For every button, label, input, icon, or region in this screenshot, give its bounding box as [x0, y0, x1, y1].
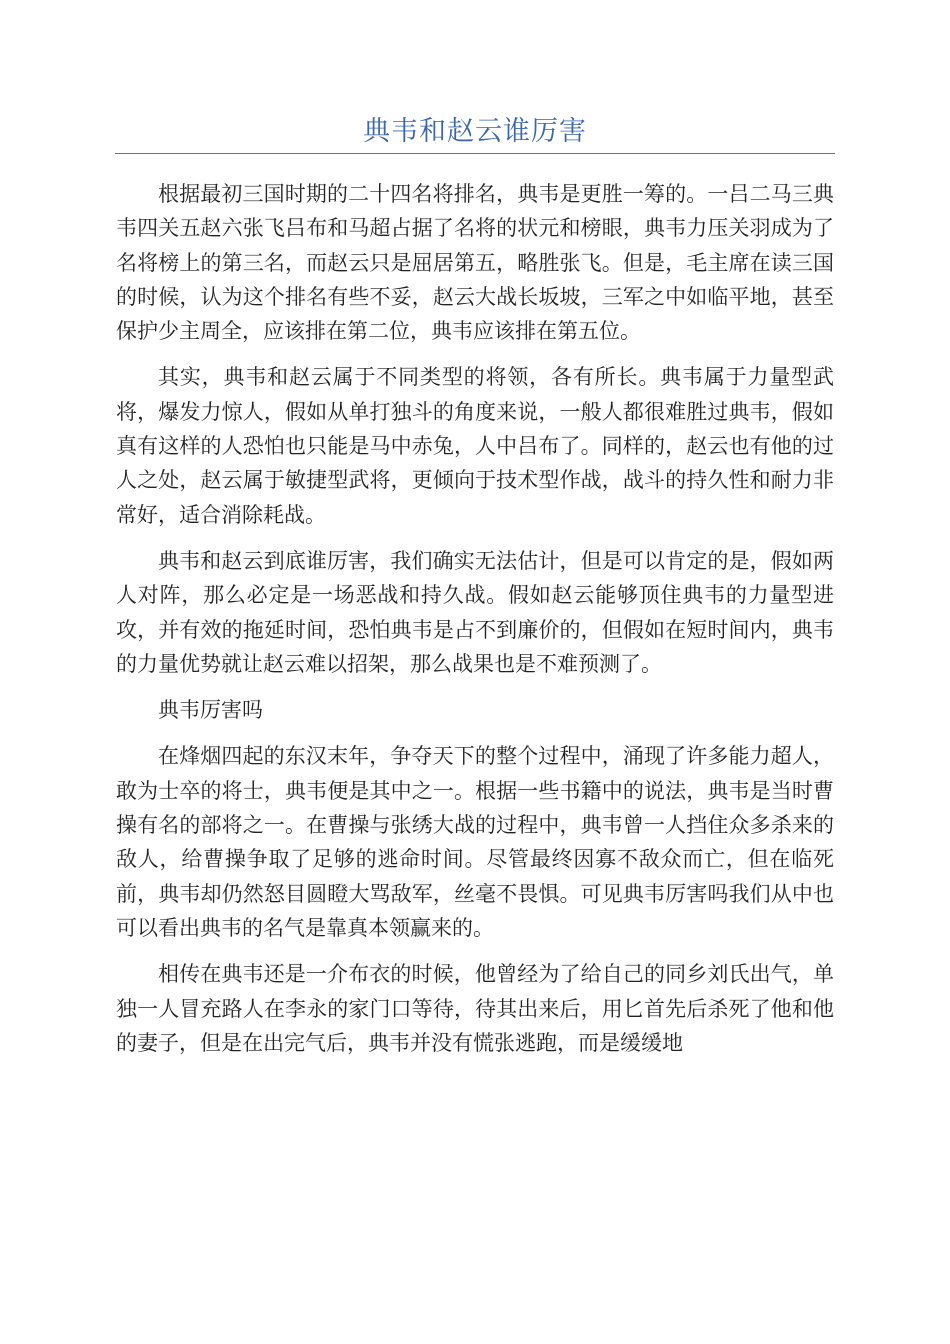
paragraph-dianwei-fame: 在烽烟四起的东汉末年，争夺天下的整个过程中，涌现了许多能力超人，敢为士卒的将士，典韦便是其中之一。根据一些书籍中的说法，典韦是当时曹操有名的部将之一。在曹操与张绣大战的过程中，典韦曾一人挡住众多杀来的敌人，给曹操争取了足够的逃命时间。尽管最终因寡不敌众而亡，但在临死前，典韦却仍然怒目圆瞪大骂敌军，丝毫不畏惧。可见典韦厉害吗我们从中也可以看出典韦的名气是靠真本领赢来的。 — [116, 744, 834, 940]
paragraph-conclusion: 典韦和赵云到底谁厉害，我们确实无法估计，但是可以肯定的是，假如两人对阵，那么必定是一场恶战和持久战。假如赵云能够顶住典韦的力量型进攻，并有效的拖延时间，恐怕典韦是占不到廉价的，但假如在短时间内，典韦的力量优势就让赵云难以招架，那么战果也是不难预测了。 — [116, 548, 834, 676]
title-underline — [115, 153, 835, 154]
document-body — [116, 177, 834, 1072]
paragraph-ranking: 根据最初三国时期的二十四名将排名，典韦是更胜一筹的。一吕二马三典韦四关五赵六张飞吕布和马超占据了名将的状元和榜眼，典韦力压关羽成为了名将榜上的第三名，而赵云只是屈居第五，略胜张飞。但是，毛主席在读三国的时候，认为这个排名有些不妥，赵云大战长坂坡，三军之中如临平地，甚至保护少主周全，应该排在第二位，典韦应该排在第五位。 — [116, 182, 834, 344]
paragraph-dianwei-legend: 相传在典韦还是一介布衣的时候，他曾经为了给自己的同乡刘氏出气，单独一人冒充路人在李永的家门口等待，待其出来后，用匕首先后杀死了他和他的妻子，但是在出完气后，典韦并没有慌张逃跑，而是缓缓地 — [116, 962, 834, 1055]
paragraph-comparison: 其实，典韦和赵云属于不同类型的将领，各有所长。典韦属于力量型武将，爆发力惊人，假如从单打独斗的角度来说，一般人都很难胜过典韦，假如真有这样的人恐怕也只能是马中赤兔，人中吕布了。同样的，赵云也有他的过人之处，赵云属于敏捷型武将，更倾向于技术型作战，战斗的持久性和耐力非常好，适合消除耗战。 — [116, 365, 834, 527]
section-heading: 典韦厉害吗 — [158, 698, 263, 723]
document-title: 典韦和赵云谁厉害 — [363, 116, 587, 147]
